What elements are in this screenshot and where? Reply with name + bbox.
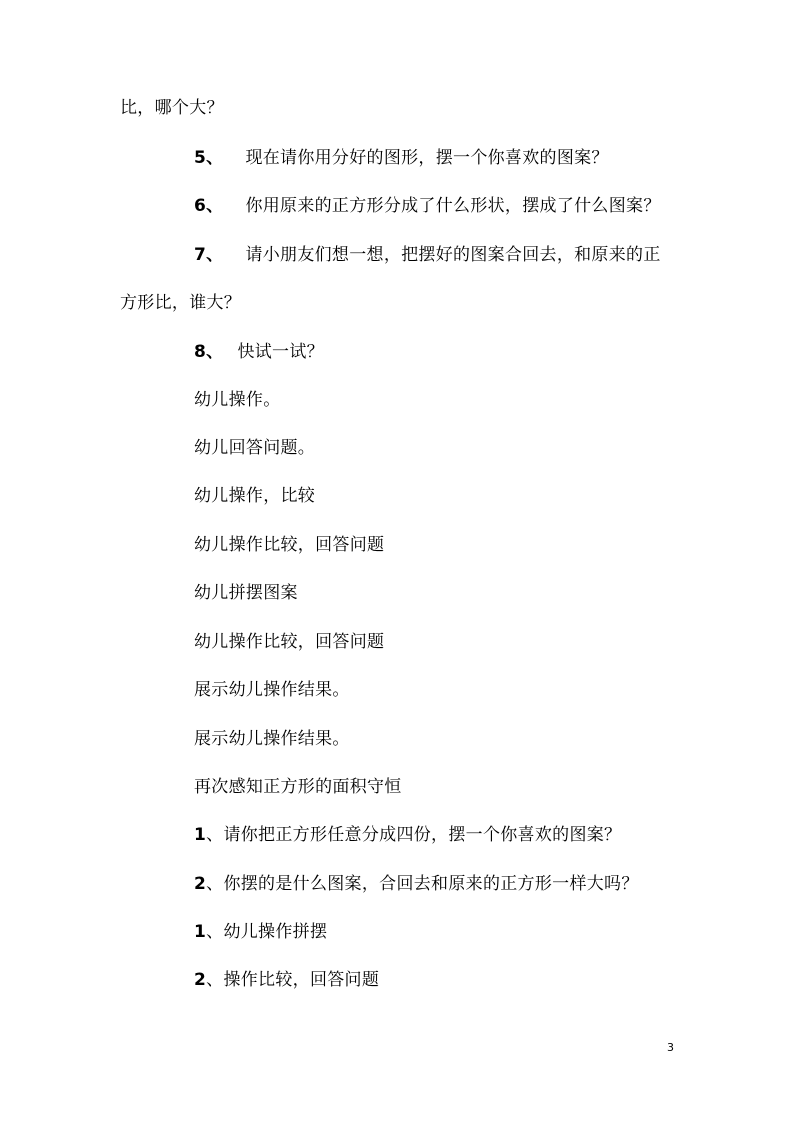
numbered-item-1 [194,922,327,942]
paragraph-line: 幼儿拼摆图案 [194,583,298,603]
paragraph-line: 比，哪个大？ [120,98,224,118]
numbered-item-6 [194,196,661,216]
item-text: 你用原来的正方形分成了什么形状，摆成了什么图案？ [245,196,661,216]
paragraph-line: 幼儿回答问题。 [194,438,316,458]
item-number: 5、 [194,148,224,168]
item-text: 现在请你用分好的图形，摆一个你喜欢的图案？ [245,148,609,168]
paragraph-line: 幼儿操作比较，回答问题 [194,535,385,555]
item-text: 、幼儿操作拼摆 [206,922,328,942]
page-number: 3 [667,1041,674,1054]
item-number: 2 [194,970,207,990]
paragraph-line: 幼儿操作比较，回答问题 [194,632,385,652]
paragraph-line: 幼儿操作，比较 [194,486,316,506]
item-number: 1 [194,825,207,845]
item-text: 、请你把正方形任意分成四份，摆一个你喜欢的图案？ [206,825,622,845]
paragraph-line: 幼儿操作。 [194,390,281,410]
item-text: 、操作比较，回答问题 [206,970,380,990]
numbered-item-1 [194,825,621,845]
paragraph-line: 展示幼儿操作结果。 [194,729,350,749]
numbered-item-8 [194,342,324,362]
numbered-item-7 [194,245,661,265]
item-text: 请小朋友们想一想，把摆好的图案合回去，和原来的正 [245,245,661,265]
item-text: 、你摆的是什么图案，合回去和原来的正方形一样大吗？ [206,874,639,894]
paragraph-line: 展示幼儿操作结果。 [194,680,350,700]
item-number: 8、 [194,342,224,362]
item-number: 6、 [194,196,224,216]
item-text: 快试一试？ [237,342,324,362]
section-heading: 再次感知正方形的面积守恒 [194,777,402,797]
numbered-item-2 [194,970,379,990]
numbered-item-2 [194,874,639,894]
item-number: 2 [194,874,207,894]
item-number: 1 [194,922,207,942]
numbered-item-5 [194,148,609,168]
paragraph-line: 方形比，谁大？ [120,293,242,313]
item-number: 7、 [194,245,224,265]
